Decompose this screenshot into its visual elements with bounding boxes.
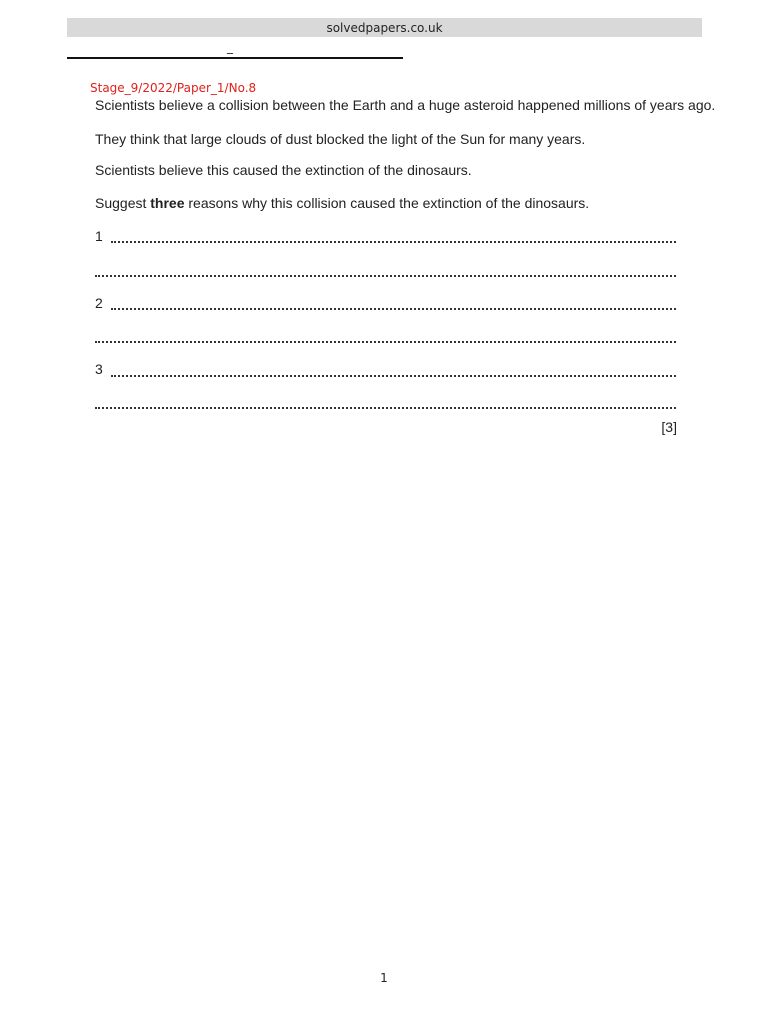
question-line-1: Scientists believe a collision between the Earth and a huge asteroid happened millions of years ago. <box>95 97 716 113</box>
answer-line-1a[interactable] <box>111 241 676 243</box>
question-line-2: They think that large clouds of dust blocked the light of the Sun for many years. <box>95 131 586 147</box>
header-underscore: _ <box>227 40 233 54</box>
prompt-emphasis: three <box>150 195 185 211</box>
answer-line-2b[interactable] <box>95 341 676 343</box>
header-rule <box>67 57 403 59</box>
answer-line-1b[interactable] <box>95 275 676 277</box>
question-prompt <box>95 195 589 211</box>
page-number: 1 <box>380 971 388 985</box>
answer-number-1: 1 <box>95 228 103 244</box>
prompt-text-before: Suggest <box>95 195 151 211</box>
answer-line-3b[interactable] <box>95 407 676 409</box>
answer-line-2a[interactable] <box>111 308 676 310</box>
header-bar <box>67 18 702 37</box>
site-name: solvedpapers.co.uk <box>326 20 443 35</box>
answer-line-3a[interactable] <box>111 375 676 377</box>
prompt-text-after: reasons why this collision caused the extinction of the dinosaurs. <box>184 195 590 211</box>
marks-allocation: [3] <box>661 419 677 435</box>
answer-number-3: 3 <box>95 361 103 377</box>
question-line-3: Scientists believe this caused the extinction of the dinosaurs. <box>95 162 472 178</box>
answer-number-2: 2 <box>95 295 103 311</box>
question-reference: Stage_9/2022/Paper_1/No.8 <box>90 81 257 95</box>
